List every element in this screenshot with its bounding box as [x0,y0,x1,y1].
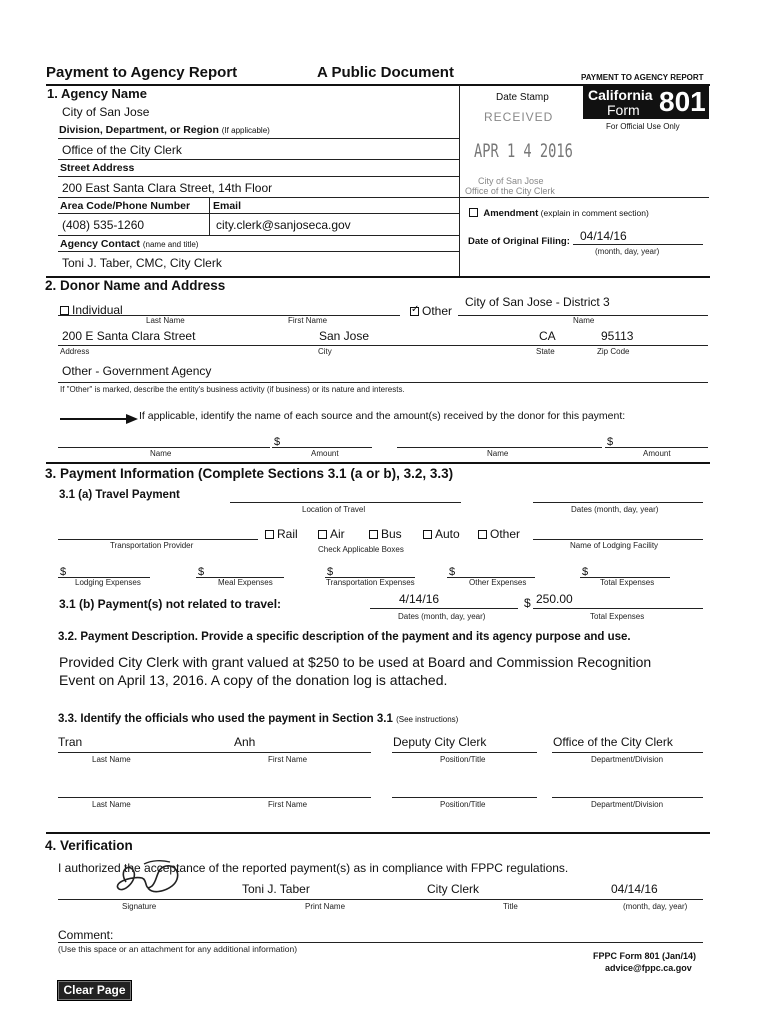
other-label: Other [422,304,453,318]
contact-rule [58,251,459,252]
individual-checkbox[interactable] [60,306,69,315]
transport-provider-caption: Transportation Provider [110,541,194,550]
amendment-checkbox[interactable] [469,208,478,217]
nontravel-total-rule [533,608,703,609]
contact-label [60,238,198,250]
source-dollar-2: $ [607,436,614,448]
donor-heading: 2. Donor Name and Address [45,278,226,293]
description-line-2[interactable]: Event on April 13, 2016. A copy of the donation log is attached. [59,672,448,688]
official-first-caption: First Name [268,755,308,764]
nontravel-heading: 3.1 (b) Payment(s) not related to travel: [59,597,282,611]
street-rule [58,176,459,177]
officials-heading [58,713,458,725]
auto-label: Auto [435,527,460,541]
source-dollar-1: $ [274,436,281,448]
meal-exp-caption: Meal Expenses [218,578,273,587]
official-last-caption: Last Name [92,755,131,764]
state-caption: State [536,347,555,356]
air-label: Air [330,527,345,541]
other-desc-rule [58,382,708,383]
other-option [410,304,452,318]
date-stamp-label: Date Stamp [496,92,549,103]
source-amount-caption-2: Amount [643,449,671,458]
stamp-rule [459,197,709,198]
phone-email-divider [209,197,210,235]
orig-filing-value[interactable]: 04/14/16 [580,229,627,243]
other-desc-caption: If "Other" is marked, describe the entity's business activity (if business) or its nature and interests. [60,385,405,394]
nontravel-dollar: $ [524,596,531,610]
contact-top-rule [58,235,459,236]
transport-provider-rule [58,539,258,540]
date-caption: (month, day, year) [623,902,688,911]
official-row1-rule-b [392,752,537,753]
other-checkbox[interactable] [410,307,419,316]
header-right-label: PAYMENT TO AGENCY REPORT [581,73,704,82]
official-row2-rule-b [392,797,537,798]
verification-statement: I authorized the acceptance of the reported payment(s) as in compliance with FPPC regulations. [58,861,569,875]
division-value[interactable]: Office of the City Clerk [62,143,182,157]
rail-checkbox[interactable] [265,530,274,539]
section2-bottom-rule [46,462,710,464]
other-mode-checkbox[interactable] [478,530,487,539]
source-instruction: If applicable, identify the name of each source and the amount(s) received by the donor for this payment: [139,410,626,422]
dates-caption: Dates (month, day, year) [571,505,659,514]
address-caption: Address [60,347,90,356]
signature-rule [58,899,703,900]
officials-heading-text: 3.3. Identify the officials who used the payment in Section 3.1 [58,713,393,725]
source-amount-caption-1: Amount [311,449,339,458]
lodging-name-rule [533,539,703,540]
source-amount-rule-1 [272,447,372,448]
bus-label: Bus [381,527,402,541]
email-label: Email [213,200,242,212]
nontravel-total-caption: Total Expenses [590,612,645,621]
source-name-caption-2: Name [487,449,509,458]
source-name-rule-2 [397,447,602,448]
street-value[interactable]: 200 East Santa Clara Street, 14th Floor [62,181,273,195]
contact-label-text: Agency Contact [60,238,140,250]
division-note: (If applicable) [221,126,270,135]
mode-air [318,527,345,541]
badge-number: 801 [659,86,706,117]
email-value[interactable]: city.clerk@sanjoseca.gov [216,218,351,232]
donor-address-value[interactable]: 200 E Santa Clara Street [62,329,196,343]
amendment-row [469,208,649,219]
division-rule [58,138,459,139]
comment-note: (Use this space or an attachment for any additional information) [58,944,298,954]
transport-exp-caption: Transportation Expenses [326,578,415,587]
rail-label: Rail [277,527,298,541]
air-checkbox[interactable] [318,530,327,539]
other-exp-caption: Other Expenses [469,578,527,587]
form-title: Payment to Agency Report [46,64,238,81]
public-document-label: A Public Document [317,64,454,81]
donor-name-value[interactable]: City of San Jose - District 3 [465,295,610,309]
travel-heading: 3.1 (a) Travel Payment [59,489,180,501]
individual-label: Individual [72,303,123,317]
description-heading: 3.2. Payment Description. Provide a specific description of the payment and its agency purpose and use. [58,631,631,643]
source-amount-rule-2 [605,447,708,448]
nontravel-date-rule [370,608,518,609]
location-rule [230,502,461,503]
form-id: FPPC Form 801 (Jan/14) [593,951,697,961]
print-name-caption: Print Name [305,902,346,911]
other-exp-dollar: $ [449,566,456,578]
auto-checkbox[interactable] [423,530,432,539]
meal-dollar: $ [198,566,205,578]
mode-rail [265,527,298,541]
last-name-caption: Last Name [146,316,185,325]
official2-position-caption: Position/Title [440,800,486,809]
signature-image [108,852,188,902]
other-desc-value[interactable]: Other - Government Agency [62,364,212,378]
section1-divider [459,85,460,276]
verification-date[interactable]: 04/14/16 [611,882,658,896]
official-row1-rule-c [552,752,703,753]
official-position-caption: Position/Title [440,755,486,764]
verification-heading: 4. Verification [45,838,133,853]
signature-caption: Signature [122,902,157,911]
arrow-icon [60,411,138,421]
city-caption: City [318,347,332,356]
mode-auto [423,527,460,541]
orig-filing-caption: (month, day, year) [595,247,660,256]
agency-name-heading: 1. Agency Name [47,86,147,101]
division-label-text: Division, Department, or Region [59,124,219,136]
official-row2-rule-c [552,797,703,798]
official-use-label: For Official Use Only [606,122,680,131]
amendment-label: Amendment [483,208,539,219]
donor-state-value[interactable]: CA [539,329,556,343]
nontravel-date-value[interactable]: 4/14/16 [399,592,440,606]
stamp-received: RECEIVED [484,110,554,124]
street-label: Street Address [60,162,135,174]
badge-state: California [588,87,653,103]
official-last-value[interactable]: Tran [58,735,83,749]
comment-rule [58,942,703,943]
orig-filing-label: Date of Original Filing: [468,236,570,247]
lodging-name-caption: Name of Lodging Facility [570,541,659,550]
total-exp-dollar: $ [582,566,589,578]
donor-name-caption: Name [573,316,595,325]
zip-caption: Zip Code [597,347,630,356]
amendment-note: (explain in comment section) [540,208,649,218]
lodging-exp-caption: Lodging Expenses [75,578,141,587]
official-position-value[interactable]: Deputy City Clerk [393,735,487,749]
dates-rule [533,502,703,503]
phone-label: Area Code/Phone Number [60,200,191,212]
division-label [59,124,270,136]
phone-rule [58,213,459,214]
phone-value[interactable]: (408) 535-1260 [62,218,145,232]
section3-bottom-rule [46,832,710,834]
contact-note: (name and title) [142,240,199,249]
comment-label: Comment: [58,928,114,942]
first-name-caption: First Name [288,316,328,325]
source-name-rule-1 [58,447,270,448]
official-dept-caption: Department/Division [591,755,664,764]
title-caption: Title [503,902,518,911]
other-mode-label: Other [490,527,521,541]
location-caption: Location of Travel [302,505,366,514]
official-row1-rule-a [58,752,371,753]
donor-city-value[interactable]: San Jose [319,329,370,343]
mode-bus [369,527,402,541]
source-name-caption-1: Name [150,449,172,458]
description-line-1[interactable]: Provided City Clerk with grant valued at $250 to be used at Board and Commission Recognition [59,654,652,670]
check-boxes-caption: Check Applicable Boxes [318,545,404,554]
clear-page-button[interactable]: Clear Page [57,980,132,1001]
official-row2-rule-a [58,797,371,798]
donor-zip-value[interactable]: 95113 [601,329,634,343]
phone-top-rule [58,197,459,198]
total-exp-caption: Total Expenses [600,578,655,587]
individual-rule [58,315,400,316]
transport-dollar: $ [327,566,334,578]
badge-form: Form [607,102,640,118]
stamp-city-line2: Office of the City Clerk [465,186,555,196]
donor-address-rule [58,345,708,346]
form-badge [583,86,709,119]
stamp-city-line1: City of San Jose [478,176,544,186]
agency-name-value[interactable]: City of San Jose [62,105,150,119]
street-top-rule [58,159,459,160]
official-first-value[interactable]: Anh [234,735,256,749]
lodging-dollar: $ [60,566,67,578]
official-dept-value[interactable]: Office of the City Clerk [553,735,673,749]
nontravel-total-value[interactable]: 250.00 [536,592,573,606]
orig-filing-rule [573,244,703,245]
official2-first-caption: First Name [268,800,308,809]
official2-dept-caption: Department/Division [591,800,664,809]
nontravel-dates-caption: Dates (month, day, year) [398,612,486,621]
officials-note: (See instructions) [396,715,459,724]
bus-checkbox[interactable] [369,530,378,539]
verifier-print-name[interactable]: Toni J. Taber [242,882,310,896]
mode-other [478,527,520,541]
verifier-title[interactable]: City Clerk [427,882,480,896]
official2-last-caption: Last Name [92,800,131,809]
fppc-email: advice@fppc.ca.gov [605,963,692,973]
stamp-date: APR 1 4 2016 [474,140,573,162]
payment-heading: 3. Payment Information (Complete Sections 3.1 (a or b), 3.2, 3.3) [45,466,454,481]
contact-value[interactable]: Toni J. Taber, CMC, City Clerk [62,256,222,270]
